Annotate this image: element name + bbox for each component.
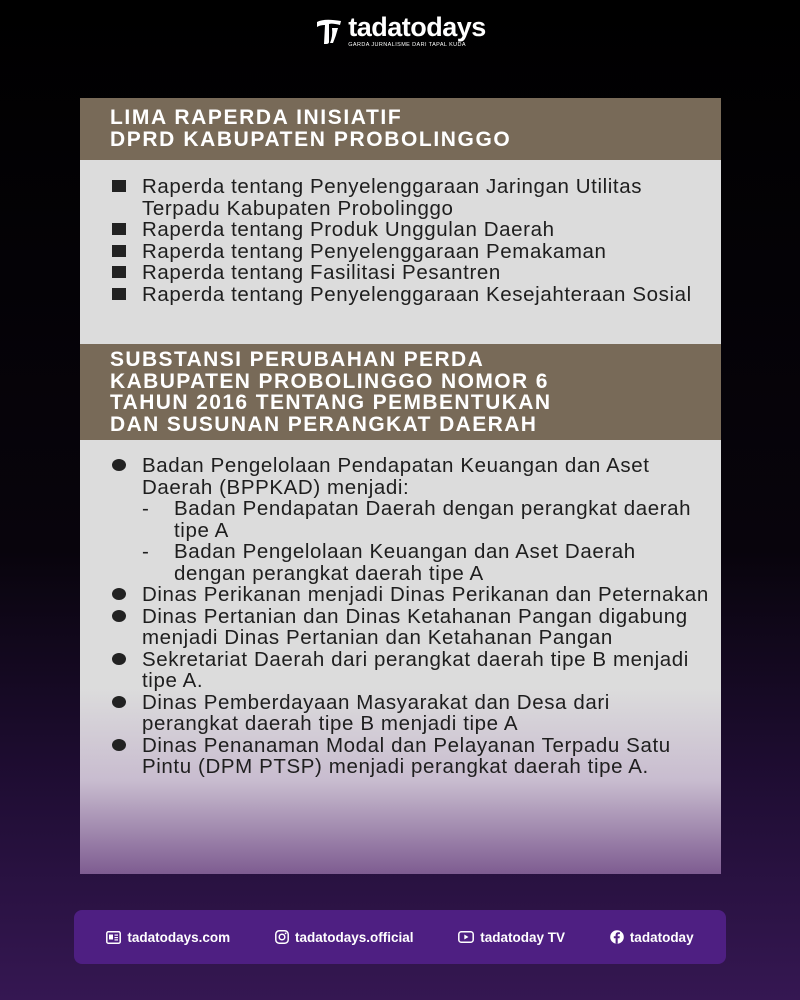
footer-instagram-label: tadatodays.official bbox=[294, 929, 414, 945]
instagram-icon bbox=[275, 930, 289, 944]
list-item: Dinas Perikanan menjadi Dinas Perikanan dan Peternakan bbox=[112, 584, 712, 606]
list-item: Raperda tentang Fasilitasi Pesantren bbox=[112, 262, 712, 284]
info-card bbox=[80, 98, 721, 874]
section1-title: LIMA RAPERDA INISIATIF DPRD KABUPATEN PROBOLINGGO bbox=[110, 106, 512, 151]
facebook-icon bbox=[610, 930, 624, 944]
list-item: Raperda tentang Penyelenggaraan Pemakaman bbox=[112, 241, 712, 263]
list-item bbox=[112, 455, 712, 584]
section2-title: SUBSTANSI PERUBAHAN PERDA KABUPATEN PROBOLINGGO NOMOR 6 TAHUN 2016 TENTANG PEMBENTUKAN DAN SUSUNAN PERANGKAT DAERAH bbox=[110, 348, 552, 436]
list-item: Dinas Penanaman Modal dan Pelayanan Terpadu Satu Pintu (DPM PTSP) menjadi perangkat daerah tipe A. bbox=[112, 735, 712, 778]
sub-list-item: - Badan Pengelolaan Keuangan dan Aset Daerah dengan perangkat daerah tipe A bbox=[142, 541, 712, 584]
footer-youtube-label: tadatoday TV bbox=[480, 929, 566, 945]
brand-logo-icon bbox=[314, 16, 344, 46]
list-item: Raperda tentang Penyelenggaraan Kesejahteraan Sosial bbox=[112, 284, 712, 306]
footer-facebook-link[interactable] bbox=[610, 930, 694, 945]
section2-header bbox=[80, 344, 721, 440]
list-item: Raperda tentang Produk Unggulan Daerah bbox=[112, 219, 712, 241]
youtube-icon bbox=[458, 931, 474, 943]
section1-header bbox=[80, 98, 721, 160]
list-item: Sekretariat Daerah dari perangkat daerah tipe B menjadi tipe A. bbox=[112, 649, 712, 692]
brand-tagline: GARDA JURNALISME DARI TAPAL KUDA bbox=[348, 42, 466, 48]
footer-youtube-link[interactable] bbox=[458, 930, 565, 945]
brand-name: tadatodays bbox=[348, 12, 486, 42]
list-item: Dinas Pemberdayaan Masyarakat dan Desa dari perangkat daerah tipe B menjadi tipe A bbox=[112, 692, 712, 735]
sub-list-item: - Badan Pendapatan Daerah dengan perangkat daerah tipe A bbox=[142, 498, 712, 541]
section2-list bbox=[112, 455, 712, 778]
section1-list bbox=[112, 176, 712, 305]
footer-website-label: tadatodays.com bbox=[127, 929, 231, 945]
footer-facebook-label: tadatoday bbox=[629, 929, 694, 945]
list-item: Dinas Pertanian dan Dinas Ketahanan Pangan digabung menjadi Dinas Pertanian dan Ketahanan Pangan bbox=[112, 606, 712, 649]
website-icon bbox=[106, 931, 121, 944]
social-footer bbox=[74, 910, 726, 964]
list-item: Raperda tentang Penyelenggaraan Jaringan Utilitas Terpadu Kabupaten Probolinggo bbox=[112, 176, 712, 219]
footer-instagram-link[interactable] bbox=[275, 930, 414, 945]
brand-logo bbox=[0, 14, 800, 48]
sub-list bbox=[142, 498, 712, 584]
footer-website-link[interactable] bbox=[106, 930, 230, 945]
list-item-text: Badan Pengelolaan Pendapatan Keuangan dan Aset Daerah (BPPKAD) menjadi: bbox=[142, 454, 650, 499]
